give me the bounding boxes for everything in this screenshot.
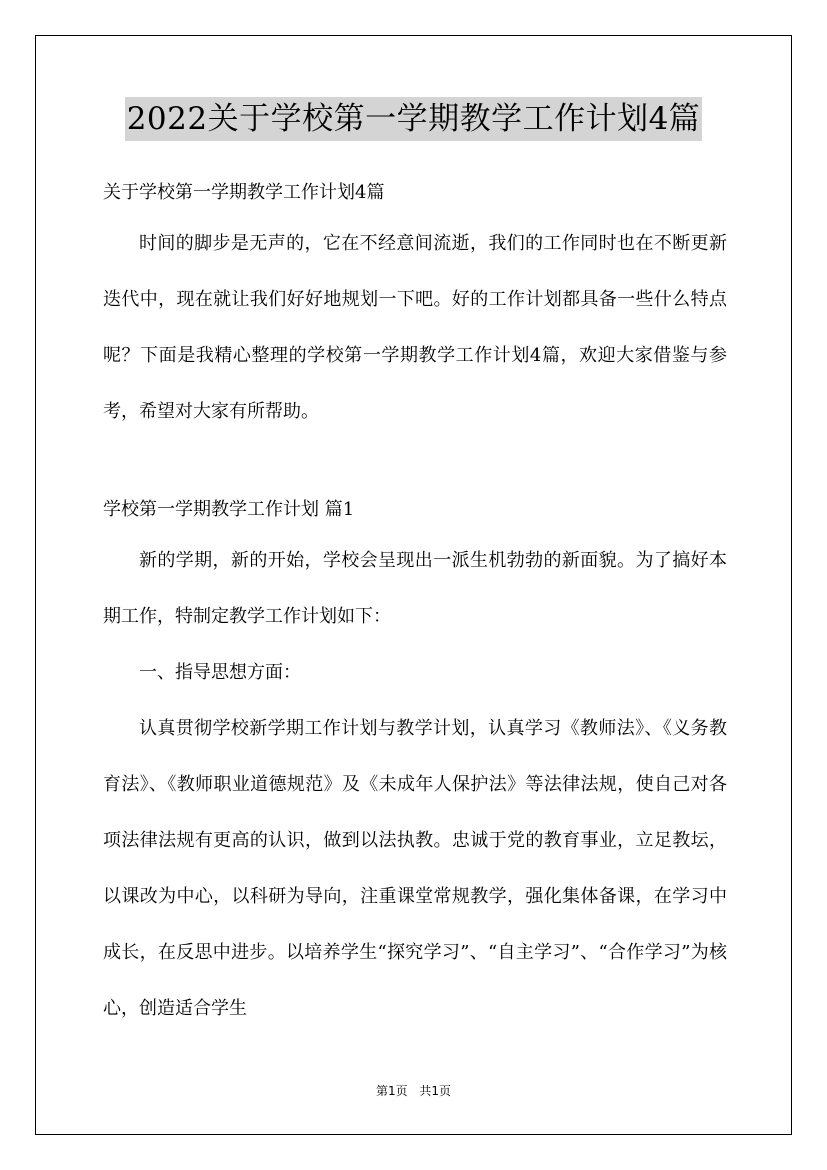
page-number: 第1页 — [375, 1084, 408, 1098]
document-subtitle: 关于学校第一学期教学工作计划4篇 — [103, 182, 385, 203]
page-total: 共1页 — [419, 1084, 452, 1098]
title-container — [0, 97, 827, 141]
document-body — [103, 170, 727, 1037]
point-heading: 一、指导思想方面： — [139, 662, 301, 683]
page-footer — [0, 1082, 827, 1099]
document-title: 2022关于学校第一学期教学工作计划4篇 — [125, 97, 703, 141]
intro-paragraph: 时间的脚步是无声的，它在不经意间流逝，我们的工作同时也在不断更新迭代中，现在就让我们好好地规划一下吧。好的工作计划都具备一些什么特点呢？下面是我精心整理的学校第一学期教学工作计划4篇，欢迎大家借鉴与参考，希望对大家有所帮助。 — [103, 233, 727, 422]
section-heading: 学校第一学期教学工作计划 篇1 — [103, 499, 355, 520]
section-intro-paragraph: 新的学期，新的开始，学校会呈现出一派生机勃勃的新面貌。为了搞好本期工作，特制定教学工作计划如下： — [103, 550, 727, 627]
point-body-paragraph: 认真贯彻学校新学期工作计划与教学计划，认真学习《教师法》、《义务教育法》、《教师职业道德规范》及《未成年人保护法》等法律法规，使自己对各项法律法规有更高的认识，做到以法执教。忠诚于党的教育事业，立足教坛，以课改为中心，以科研为导向，注重课堂常规教学，强化集体备课，在学习中成长，在反思中进步。以培养学生“探究学习”、“自主学习”、“合作学习”为核心，创造适合学生 — [103, 718, 727, 1019]
